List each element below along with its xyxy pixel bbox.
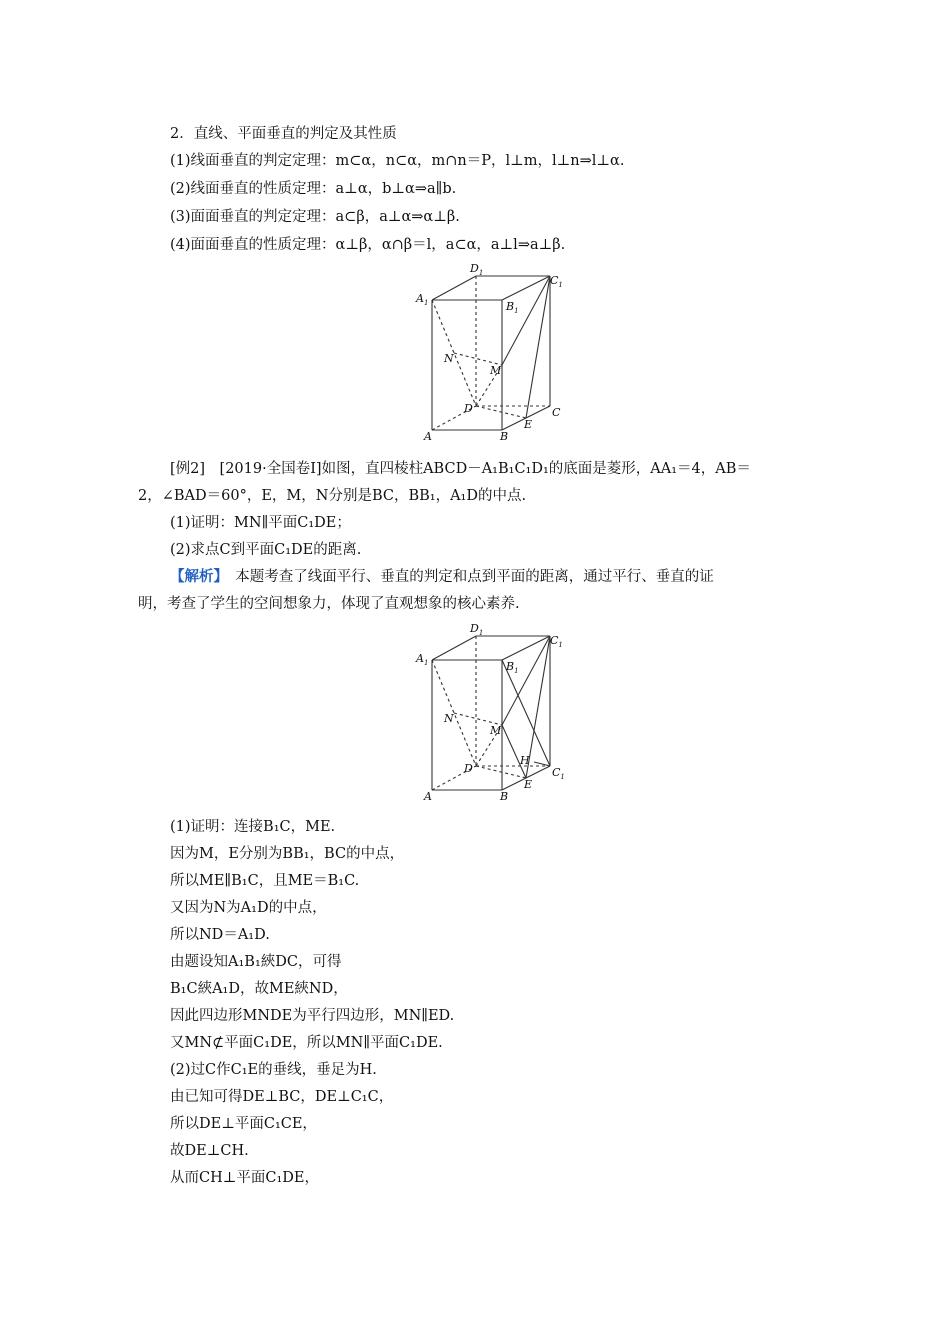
label-D: D [464,762,473,775]
label-A: A [424,790,432,803]
prism-figure-1 [410,262,580,447]
solution-line: 因此四边形MNDE为平行四边形，MN∥ED. [170,1008,455,1024]
example-statement: 2，∠BAD＝60°，E，M，N分别是BC，BB₁，A₁D的中点. [138,488,527,504]
label-M: M [490,724,502,737]
solution-line: 由已知可得DE⊥BC，DE⊥C₁C， [170,1089,394,1105]
label-A1: $A_1$ [416,292,429,307]
solution-line: 又MN⊄平面C₁DE，所以MN∥平面C₁DE. [170,1035,443,1051]
solution-line: 所以ME∥B₁C，且ME＝B₁C. [170,873,360,889]
label-B: B [500,430,509,443]
solution-line: (2)过C作C₁E的垂线，垂足为H. [170,1062,377,1078]
solution-line: 从而CH⊥平面C₁DE， [170,1170,319,1186]
label-D1: $D_1$ [470,262,484,277]
edge [534,762,550,766]
label-E: E [524,418,533,431]
solution-line: (1)证明：连接B₁C，ME. [170,819,336,835]
label-C1-bottom: $C_1$ [552,766,565,781]
label-C: C [552,406,561,419]
label-D: D [464,402,473,415]
label-C1: $C_1$ [550,634,563,649]
hidden-edge [476,406,526,418]
edge [432,276,476,300]
solution-line: 由题设知A₁B₁綊DC，可得 [170,954,342,970]
section-heading: 2．直线、平面垂直的判定及其性质 [170,126,397,142]
edge [432,636,476,660]
label-N: N [444,712,454,725]
hidden-edge [476,766,526,778]
label-A1: $A_1$ [416,652,429,667]
label-B1: $B_1$ [506,300,519,315]
solution-line: 所以DE⊥平面C₁CE， [170,1116,317,1132]
theorem-line: (4)面面垂直的性质定理：α⊥β，α∩β＝l，a⊂α，a⊥l⇒a⊥β. [170,237,566,253]
theorem-line: (3)面面垂直的判定定理：a⊂β，a⊥α⇒α⊥β. [170,209,460,225]
label-M: M [490,364,502,377]
theorem-line: (1)线面垂直的判定定理：m⊂α，n⊂α，m∩n＝P，l⊥m，l⊥n⇒l⊥α. [170,153,625,169]
solution-line: 所以ND＝A₁D. [170,927,270,943]
label-H: H [520,754,530,767]
edge [502,725,526,778]
solution-line: 故DE⊥CH. [170,1143,249,1159]
theorem-line: (2)线面垂直的性质定理：a⊥α，b⊥α⇒a∥b. [170,181,457,197]
label-E: E [524,778,533,791]
example-statement: [例2] [2019·全国卷Ⅰ]如图，直四棱柱ABCD－A₁B₁C₁D₁的底面是菱形，AA₁＝4，AB＝ [170,461,751,477]
edge [502,636,550,660]
label-N: N [444,352,454,365]
prism-figure-2 [410,622,580,807]
solution-line: 又因为N为A₁D的中点， [170,900,327,916]
analysis-tag: 【解析】 [170,568,221,585]
edge [502,276,550,300]
label-B: B [500,790,509,803]
label-C1: $C_1$ [550,274,563,289]
analysis-line: 明，考查了学生的空间想象力，体现了直观想象的核心素养. [138,596,520,612]
analysis-line: 【解析】 本题考查了线面平行、垂直的判定和点到平面的距离，通过平行、垂直的证 [170,568,714,585]
label-B1: $B_1$ [506,660,519,675]
label-D1: $D_1$ [470,622,484,637]
question-2: (2)求点C到平面C₁DE的距离. [170,542,362,558]
label-A: A [424,430,432,443]
question-1: (1)证明：MN∥平面C₁DE； [170,515,351,531]
solution-line: 因为M，E分别为BB₁，BC的中点， [170,846,405,862]
solution-line: B₁C綊A₁D，故ME綊ND， [170,981,348,997]
